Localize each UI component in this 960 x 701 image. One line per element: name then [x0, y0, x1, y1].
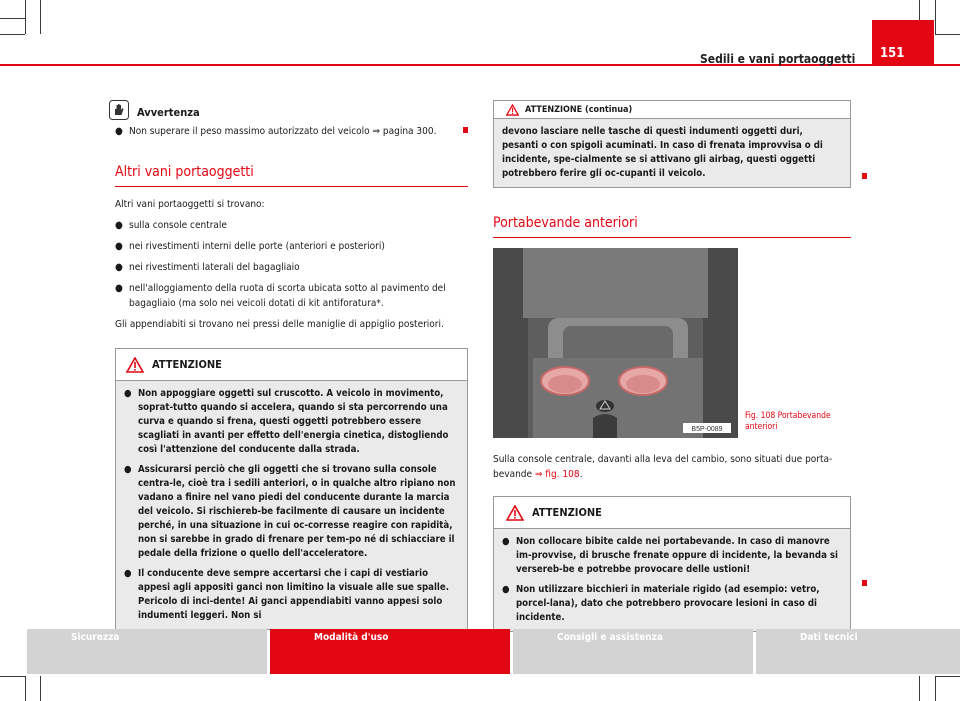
- note-text: Non superare il peso massimo autorizzato del veicolo ⇒ pagina 300.: [129, 126, 437, 137]
- crop-mark: [919, 676, 920, 701]
- warning-title: ATTENZIONE: [532, 505, 602, 519]
- list-item: ● nei rivestimenti interni delle porte (anteriori e posteriori): [115, 241, 385, 252]
- list-item: ● nell'alloggiamento della ruota di scorta ubicata sotto al pavimento del bagagliaio (ma solo nei veicoli dotati di kit antiforatura*.: [115, 283, 446, 309]
- end-of-section-marker: [463, 127, 468, 133]
- list-item: ● nei rivestimenti laterali del bagagliaio: [115, 262, 300, 273]
- crop-mark: [25, 676, 26, 701]
- warning-item: ● Il conducente deve sempre accertarsi che i capi di vestiario appesi agli appositi ganci non limitino la visuale alle sue spalle. Pericolo di inci-dente! Ai ganci appendiabiti vanno appesi solo indumenti leggeri. Non si: [124, 568, 450, 621]
- warning-box: [493, 496, 851, 632]
- warning-title: ATTENZIONE: [152, 357, 222, 371]
- warning-box-continued: [493, 100, 851, 188]
- end-of-section-marker: [862, 173, 867, 179]
- figure-link[interactable]: ⇒ fig. 108: [534, 469, 580, 480]
- section-title: Altri vani portaoggetti: [115, 165, 468, 187]
- warning-box: [115, 348, 468, 630]
- right-column: [493, 100, 851, 188]
- crop-mark: [935, 676, 936, 701]
- figure-code: B5P-0089: [691, 426, 723, 433]
- intro-text: Altri vani portaoggetti si trovano:: [115, 199, 265, 210]
- crop-mark: [935, 0, 936, 34]
- tab-consigli-e-assistenza[interactable]: Consigli e assistenza: [513, 629, 753, 674]
- note-title: Avvertenza: [137, 106, 200, 119]
- warning-header: [494, 497, 850, 529]
- section-title: Portabevande anteriori: [493, 216, 851, 238]
- warning-header: [116, 349, 467, 381]
- warning-text: devono lasciare nelle tasche di questi indumenti oggetti duri, pesanti o con spigoli acuminati. In caso di frenata improvvisa o di incidente, spe-cialmente se si attivano gli airbag, questi oggetti potrebbero ferire gli oc-cupanti il veicolo.: [502, 126, 823, 179]
- crop-mark: [935, 34, 960, 35]
- info-hand-icon: [109, 100, 129, 120]
- right-section: [493, 216, 851, 248]
- running-header: Sedili e vani portaoggetti: [700, 52, 856, 66]
- right-body: [493, 452, 851, 632]
- cupholder-paragraph: Sulla console centrale, davanti alla leva del cambio, sono situati due porta-bevande ⇒ fig. 108.: [493, 454, 833, 480]
- warning-item: ● Non appoggiare oggetti sul cruscotto. A veicolo in movimento, soprat-tutto quando si accelera, quando si sta percorrendo una curva e quando si frena, questi oggetti potrebbero essere scagliati in avanti per effetto dell'energia cinetica, distogliendo così l'attenzione del conducente dalla strada.: [124, 388, 449, 455]
- figure-caption-text: Portabevande anteriori: [745, 411, 831, 432]
- crop-mark: [25, 0, 26, 34]
- figure-caption-label: Fig. 108: [745, 411, 776, 421]
- figure-photo: [493, 248, 738, 438]
- crop-mark: [935, 676, 960, 677]
- note-item: ● Non superare il peso massimo autorizzato del veicolo ⇒ pagina 300.: [115, 124, 468, 139]
- warning-header: [494, 101, 850, 119]
- end-of-section-marker: [862, 580, 867, 586]
- warning-triangle-icon: [126, 357, 144, 373]
- outro-text: Gli appendiabiti si trovano nei pressi delle maniglie di appiglio posteriori.: [115, 319, 444, 330]
- figure-caption: [745, 411, 835, 433]
- warning-item: ● Assicurarsi perciò che gli oggetti che si trovano sulla console centra-le, cioè tra i sedili anteriori, o in qualche altro ripiano non vadano a finire nel vano piedi del conducente durante la marcia del veicolo. Si rischiereb-be facilmente di causare un incidente perché, in una situazione in cui oc-corresse reagire con rapidità, non si sarebbe in grado di frenare per tem-po né di schiacciare il pedale della frizione o quello dell'acceleratore.: [124, 464, 456, 559]
- tab-modalita-duso[interactable]: Modalità d'uso: [270, 629, 510, 674]
- cupholder-illustration: [493, 248, 738, 438]
- crop-mark: [0, 676, 25, 677]
- crop-mark: [40, 0, 41, 34]
- warning-triangle-icon: [506, 505, 524, 521]
- crop-mark: [0, 34, 25, 35]
- footer-tabs: [27, 629, 960, 674]
- warning-triangle-icon: [506, 104, 519, 116]
- crop-mark: [40, 676, 41, 701]
- tab-sicurezza[interactable]: Sicurezza: [27, 629, 267, 674]
- crop-mark: [0, 18, 25, 19]
- page-number: 151: [872, 20, 934, 66]
- list-item: ● sulla console centrale: [115, 220, 227, 231]
- warning-title: ATTENZIONE (continua): [525, 104, 633, 115]
- note: [115, 100, 468, 139]
- warning-item: ● Non collocare bibite calde nei portabevande. In caso di manovre im-provvise, di brusche frenate oppure di incidente, la bevanda si versereb-be e potrebbe provocare delle ustioni!: [502, 536, 838, 575]
- left-column: [115, 100, 468, 630]
- warning-item: ● Non utilizzare bicchieri in materiale rigido (ad esempio: vetro, porcel-lana), dato che potrebbero provocare lesioni in caso di incidente.: [502, 584, 820, 623]
- tab-dati-tecnici[interactable]: Dati tecnici: [756, 629, 960, 674]
